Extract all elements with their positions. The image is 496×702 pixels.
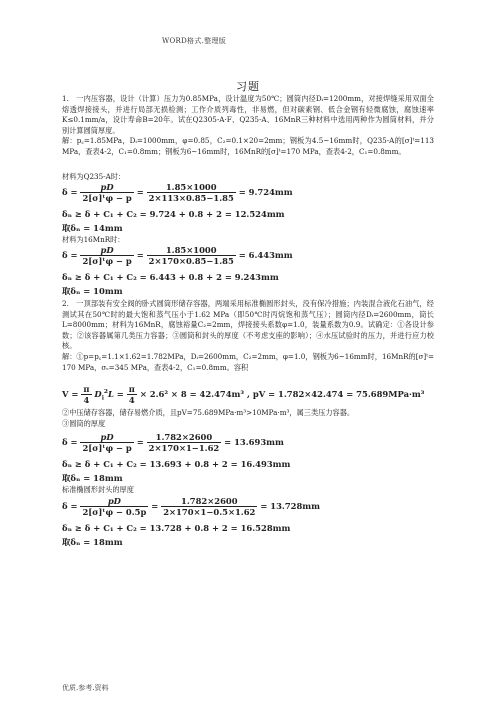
length-symbol: L = [108,389,127,399]
frac-denominator: 2[σ]ᵗφ − p [82,193,132,203]
frac-numerator: π [83,384,90,394]
frac-denominator: 2[σ]ᵗφ − 0.5p [82,507,147,517]
equation-take-16mnr [62,285,123,297]
nominal-expression: δₙ ≥ δ + C₁ + C₂ = [62,459,150,469]
frac-numerator: 1.782×2600 [161,496,257,507]
equals-sign: = [67,501,81,511]
take-value: 14mm [93,223,123,233]
result-value: = 13.693mm [224,437,284,447]
frac-numerator: π [128,384,135,394]
nominal-expression: δₙ ≥ δ + C₁ + C₂ = [62,209,150,219]
frac-denominator: 2[σ]ᵗφ − p [82,443,132,453]
frac-numerator: 1.85×1000 [147,182,236,193]
take-prefix: 取δₙ = [62,223,94,233]
take-value: 18mm [93,537,123,547]
nominal-sum: 9.724 + 0.8 + 2 = 12.524mm [149,209,285,219]
equation-take-shell [62,472,123,484]
problem-2-statement: 2. 一顶部装有安全阀的卧式圆筒形储存容器，两端采用标准椭圆形封头，没有保冷措施；内装混合液化石油气，经测试其在50℃时的最大饱和蒸气压小于1.62 MPa（即50℃时丙烷饱和蒸气压）；圆筒内径Dᵢ=2600mm，筒长L=8000mm；材料为16MnR，腐蚀裕量C₂=2mm，焊接接头系数φ=1.0，装量系数为0.9。试确定：①各设计参数；②该容器属第几类压力容器；③圆筒和封头的厚度（不考虑支座的影响）；④水压试验时的压力，并进行应力校核。 [62,299,434,351]
classification-text: ②中压储存容器，储存易燃介质，且pV=75.689MPa·m³>10MPa·m³，属三类压力容器。 [62,408,355,417]
problem-1-statement: 1. 一内压容器，设计（计算）压力为0.85MPa，设计温度为50℃；圆筒内径Dᵢ=1200mm，对接焊缝采用双面全熔透焊接接头，并进行局部无损检测；工作介质列毒性，非易燃，但对碳素钢、低合金钢有轻微腐蚀，腐蚀速率K≤0.1mm/a，设计寿命B=20年。试在Q2305-A·F、Q235-A、16MnR三种材料中选用两种作为圆筒材料，并分别计算圆筒厚度。 [62,94,434,135]
frac-numerator: 1.85×1000 [147,245,236,256]
take-prefix: 取δₙ = [62,473,94,483]
fraction-symbolic [80,432,133,453]
result-value: = 6.443mm [238,250,293,260]
symbol-delta: δ [62,187,68,197]
shell-thickness-label: ③圆筒的厚度 [62,419,106,428]
equals-sign: = [133,187,147,197]
result-value: = 9.724mm [238,187,293,197]
symbol-delta: δ [62,250,68,260]
diameter-symbol: D [94,389,102,399]
equals-sign: = [67,437,81,447]
equation-take-q235 [62,222,123,234]
frac-numerator: pD [80,245,133,256]
symbol-delta: δ [62,437,68,447]
volume-symbol: V = [62,389,82,399]
result-value: = 13.728mm [260,501,321,511]
fraction-pi-over-4 [81,384,91,405]
equation-head-thickness [62,496,320,517]
equation-thickness-16mnr [62,245,293,266]
nominal-expression: δₙ ≥ δ + C₁ + C₂ = [62,272,150,282]
take-prefix: 取δₙ = [62,537,94,547]
equals-sign: = [148,501,162,511]
equation-nominal-q235 [62,209,285,219]
nominal-sum: 13.693 + 0.8 + 2 = 16.493mm [149,459,291,469]
page-header: WORD格式.整理版 [162,37,227,45]
fraction-pi-over-4 [127,384,137,405]
fraction-numeric [147,245,236,266]
nominal-expression: δₙ ≥ δ + C₁ + C₂ = [62,523,150,533]
equals-sign: = [133,250,147,260]
equals-sign: = [67,250,81,260]
take-prefix: 取δₙ = [62,286,94,296]
equals-sign: = [67,187,81,197]
frac-numerator: pD [80,182,133,193]
frac-denominator: 4 [83,395,90,405]
problem-1-solution: 解：p꜀=1.85MPa，Dᵢ=1000mm，φ=0.85，C₂=0.1×20=2mm；钢板为4.5~16mm时，Q235-A的[σ]ᵗ=113 MPa，查表4-2，C₁=0.8mm；钢板为6~16mm时，16MnR的[σ]ᵗ=170 MPa，查表4-2，C₁=0.8mm。 [62,136,434,156]
nominal-sum: 6.443 + 0.8 + 2 = 9.243mm [149,272,279,282]
superscript-2: 2 [103,388,108,396]
symbol-delta: δ [62,501,68,511]
equation-volume [62,384,424,405]
equation-nominal-shell [62,459,290,469]
take-value: 10mm [93,286,123,296]
equation-take-head [62,536,123,548]
subscript-i: i [101,394,104,402]
head-thickness-label: 标准椭圆形封头的厚度 [62,485,134,494]
problem-2-solution: 解：①p=p꜀=1.1×1.62=1.782MPa，Dᵢ=2600mm，C₂=2mm，φ=1.0，钢板为6~16mm时，16MnR的[σ]ᵗ= 170 MPa，σₛ=345 MPa，查表4-2，C₁=0.8mm。容积 [62,352,434,372]
equation-nominal-head [62,523,290,533]
fraction-numeric [161,496,257,517]
frac-denominator: 2×170×1−0.5×1.62 [163,507,256,517]
nominal-sum: 13.728 + 0.8 + 2 = 16.528mm [149,523,291,533]
fraction-symbolic [80,182,133,203]
fraction-numeric [147,432,222,453]
frac-numerator: 1.782×2600 [147,432,222,443]
volume-result: × 2.6² × 8 = 42.474m³ , pV = 1.782×42.474 = 75.689MPa·m³ [139,389,425,399]
equals-sign: = [133,437,147,447]
page-title: 习题 [236,80,260,93]
fraction-numeric [147,182,236,203]
frac-numerator: pD [80,432,133,443]
equation-thickness-q235 [62,182,293,203]
material-2-label: 材料为16MnR时： [62,235,125,244]
take-value: 18mm [93,473,123,483]
frac-denominator: 2×113×0.85−1.85 [148,193,234,203]
equation-nominal-16mnr [62,272,279,282]
frac-denominator: 2×170×0.85−1.85 [148,256,234,266]
frac-denominator: 2×170×1−1.62 [148,443,220,453]
frac-denominator: 2[σ]ᵗφ − p [82,256,132,266]
fraction-symbolic [80,245,133,266]
page-footer: 优质.参考.资料 [62,684,109,692]
fraction-symbolic [80,496,148,517]
frac-denominator: 4 [128,395,135,405]
frac-numerator: pD [80,496,148,507]
material-1-label: 材料为Q235-A时： [62,172,126,181]
equation-shell-thickness [62,432,284,453]
